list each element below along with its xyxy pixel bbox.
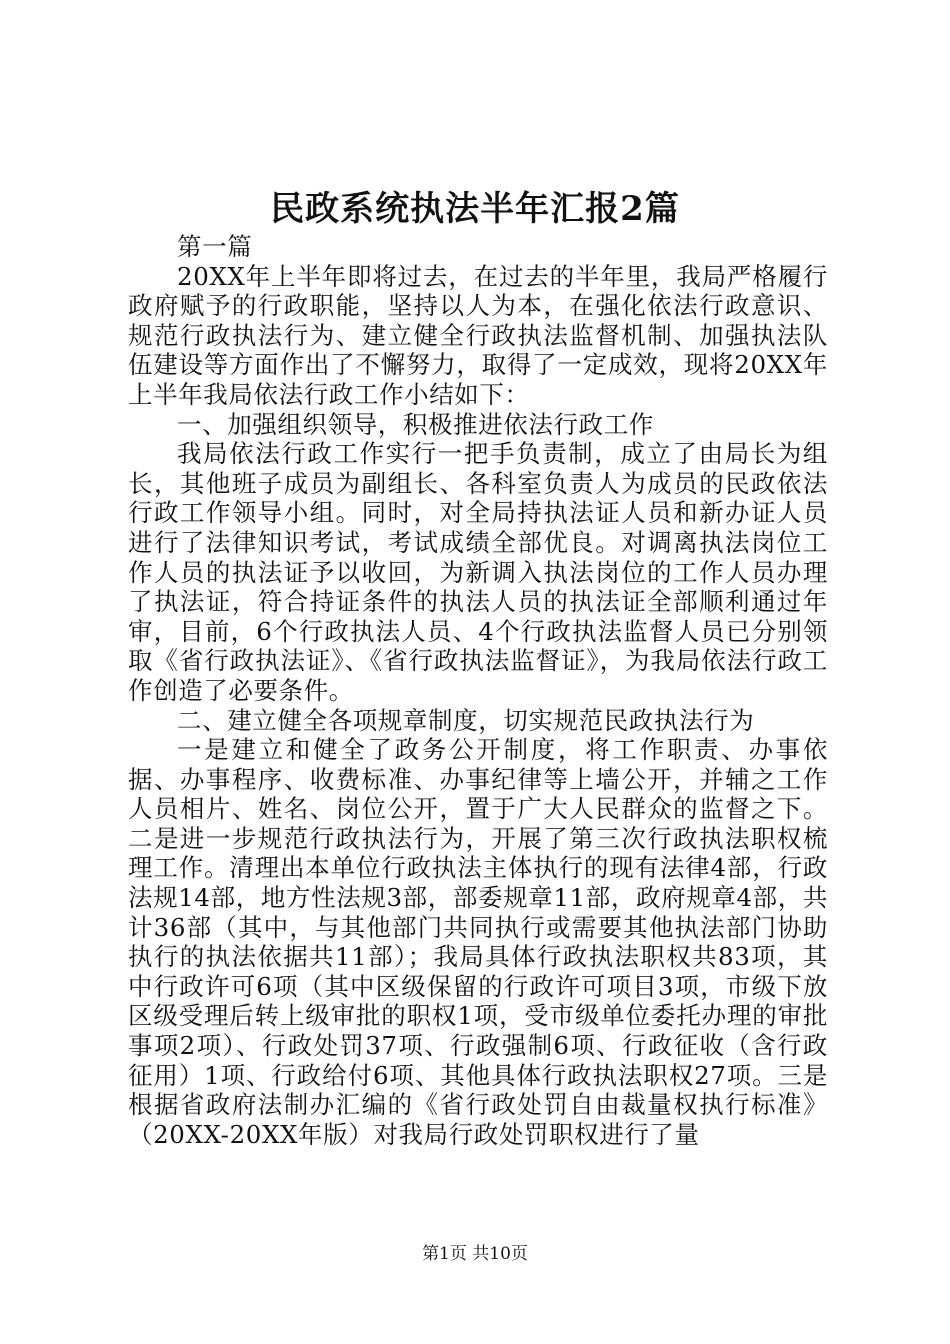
body-paragraph: 一是建立和健全了政务公开制度，将工作职责、办事依据、办事程序、收费标准、办事纪律等上墙公开，并辅之工作人员相片、姓名、岗位公开，置于广大人民群众的监督之下。二是进一步规范行政执法行为，开展了第三次行政执法职权梳理工作。清理出本单位行政执法主体执行的现有法律4部，行政法规14部，地方性法规3部，部委规章11部，政府规章4部，共计36部（其中，与其他部门共同执行或需要其他执法部门协助执行的执法依据共11部）；我局具体行政执法职权共83项，其中行政许可6项（其中区级保留的行政许可项目3项，市级下放区级受理后转上级审批的职权1项，受市级单位委托办理的审批事项2项）、行政处罚37项、行政强制6项、行政征收（含行政征用）1项、行政给付6项、其他具体行政执法职权27项。三是根据省政府法制办汇编的《省行政处罚自由裁量权执行标准》（20XX-20XX年版）对我局行政处罚职权进行了量 bbox=[128, 735, 828, 1149]
document-body bbox=[128, 232, 828, 1149]
document-title: 民政系统执法半年汇报2篇 bbox=[270, 189, 680, 229]
page-footer: 第1页 共10页 bbox=[422, 1244, 528, 1264]
intro-paragraph: 20XX年上半年即将过去，在过去的半年里，我局严格履行政府赋予的行政职能，坚持以人为本，在强化依法行政意识、规范行政执法行为、建立健全行政执法监督机制、加强执法队伍建设等方面作出了不懈努力，取得了一定成效，现将20XX年上半年我局依法行政工作小结如下： bbox=[128, 261, 828, 409]
section-heading-part-one: 第一篇 bbox=[177, 232, 253, 261]
section-heading-2: 二、建立健全各项规章制度，切实规范民政执法行为 bbox=[177, 705, 755, 735]
section-heading-1: 一、加强组织领导，积极推进依法行政工作 bbox=[177, 409, 654, 439]
body-paragraph: 我局依法行政工作实行一把手负责制，成立了由局长为组长，其他班子成员为副组长、各科室负责人为成员的民政依法行政工作领导小组。同时，对全局持执法证人员和新办证人员进行了法律知识考试，考试成绩全部优良。对调离执法岗位工作人员的执法证予以收回，为新调入执法岗位的工作人员办理了执法证，符合持证条件的执法人员的执法证全部顺利通过年审，目前，6个行政执法人员、4个行政执法监督人员已分别领取《省行政执法证》、《省行政执法监督证》，为我局依法行政工作创造了必要条件。 bbox=[128, 439, 828, 705]
